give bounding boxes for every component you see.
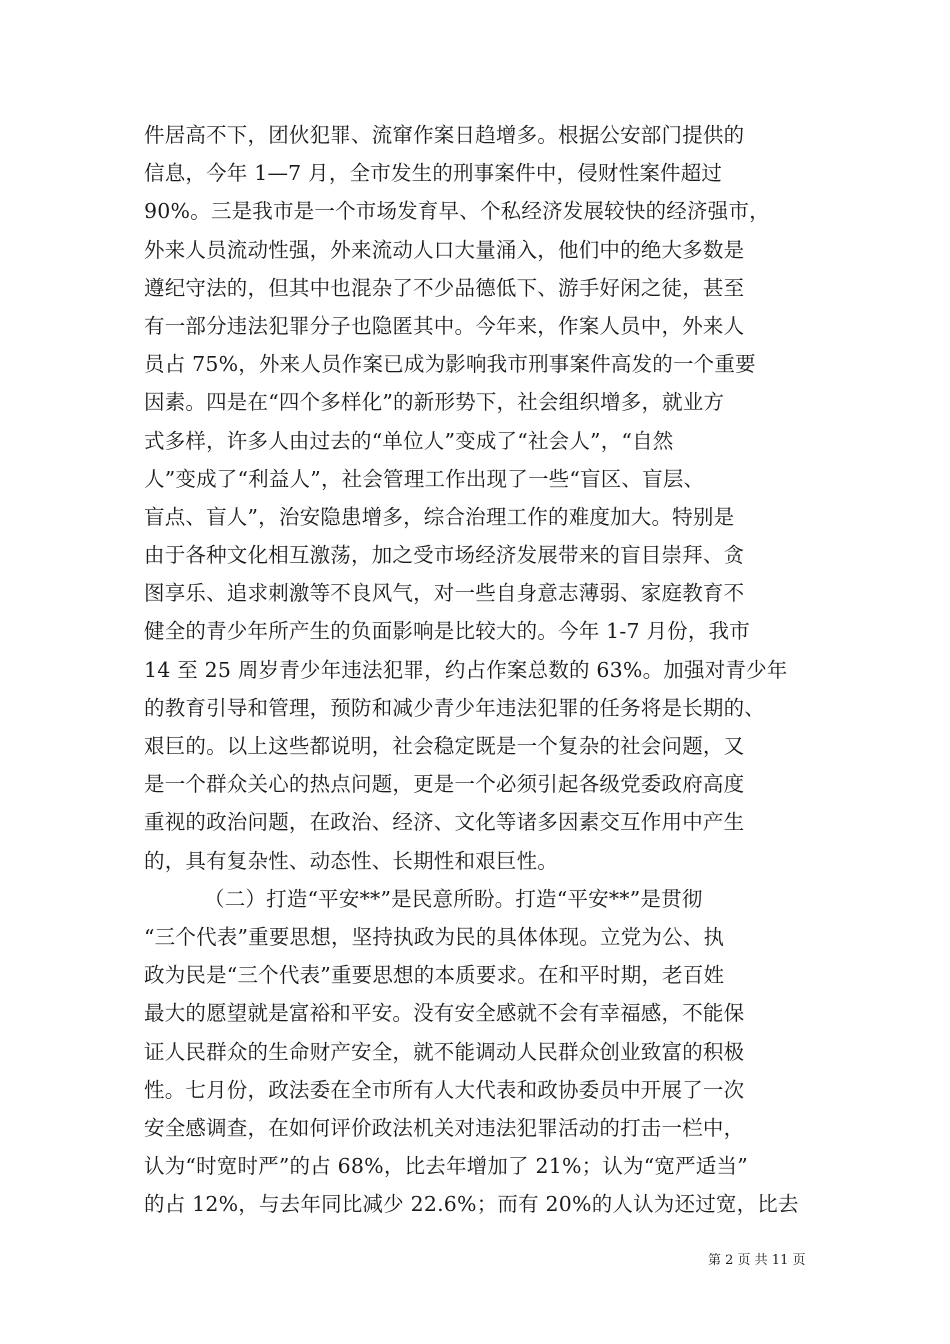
text-line: 政为民是“三个代表”重要思想的本质要求。在和平时期，老百姓 [144, 963, 725, 988]
text-line: 重视的政治问题，在政治、经济、文化等诸多因素交互作用中产生 [144, 810, 745, 835]
text-line: 认为“时宽时严”的占 68%，比去年增加了 21%；认为“宽严适当” [144, 1154, 748, 1179]
text-line: 性。七月份，政法委在全市所有人大代表和政协委员中开展了一次 [144, 1077, 745, 1102]
text-line: “三个代表”重要思想，坚持执政为民的具体体现。立党为公、执 [144, 924, 725, 949]
text-line: 艰巨的。以上这些都说明，社会稳定既是一个复杂的社会问题，又 [144, 734, 745, 758]
text-line: 式多样，许多人由过去的“单位人”变成了“社会人”，“自然 [144, 428, 674, 453]
text-line: 最大的愿望就是富裕和平安。没有安全感就不会有幸福感，不能保 [144, 1001, 745, 1026]
text-line: 图享乐、追求刺激等不良风气，对一些自身意志薄弱、家庭教育不 [144, 581, 745, 606]
text-line: 有一部分违法犯罪分子也隐匿其中。今年来，作案人员中，外来人 [144, 313, 745, 338]
text-line: 遵纪守法的，但其中也混杂了不少品德低下、游手好闲之徒，甚至 [144, 275, 745, 300]
text-line: 由于各种文化相互激荡，加之受市场经济发展带来的盲目崇拜、贪 [144, 543, 745, 568]
text-line: 外来人员流动性强，外来流动人口大量涌入，他们中的绝大多数是 [144, 237, 745, 262]
section-heading-line: （二）打造“平安**”是民意所盼。打造“平安**”是贯彻 [204, 886, 703, 911]
text-line: 的，具有复杂性、动态性、长期性和艰巨性。 [144, 848, 558, 873]
text-line: 90%。三是我市是一个市场发育早、个私经济发展较快的经济强市， [144, 199, 770, 224]
text-line: 信息，今年 1—7 月，全市发生的刑事案件中，侵财性案件超过 [144, 161, 723, 186]
text-line: 的教育引导和管理，预防和减少青少年违法犯罪的任务将是长期的、 [144, 695, 765, 720]
text-line: 件居高不下，团伙犯罪、流窜作案日趋增多。根据公安部门提供的 [144, 123, 745, 147]
text-line: 盲点、盲人”，治安隐患增多，综合治理工作的难度加大。特别是 [144, 504, 735, 529]
text-line: 安全感调查，在如何评价政法机关对违法犯罪活动的打击一栏中， [144, 1115, 745, 1140]
page-footer: 第 2 页 共 11 页 [708, 1253, 806, 1268]
body-text [144, 116, 814, 1223]
text-line: 因素。四是在“四个多样化”的新形势下，社会组织增多，就业方 [144, 390, 725, 415]
text-line: 员占 75%，外来人员作案已成为影响我市刑事案件高发的一个重要 [144, 352, 756, 377]
text-line: 证人民群众的生命财产安全，就不能调动人民群众创业致富的积极 [144, 1039, 745, 1064]
text-line: 14 至 25 周岁青少年违法犯罪，约占作案总数的 63%。加强对青少年 [144, 657, 788, 682]
text-line: 的占 12%，与去年同比减少 22.6%；而有 20%的人认为还过宽，比去 [144, 1192, 799, 1217]
text-line: 健全的青少年所产生的负面影响是比较大的。今年 1-7 月份，我市 [144, 619, 750, 644]
text-line: 是一个群众关心的热点问题，更是一个必须引起各级党委政府高度 [144, 772, 745, 797]
text-line: 人”变成了“利益人”，社会管理工作出现了一些“盲区、盲层、 [144, 466, 705, 491]
